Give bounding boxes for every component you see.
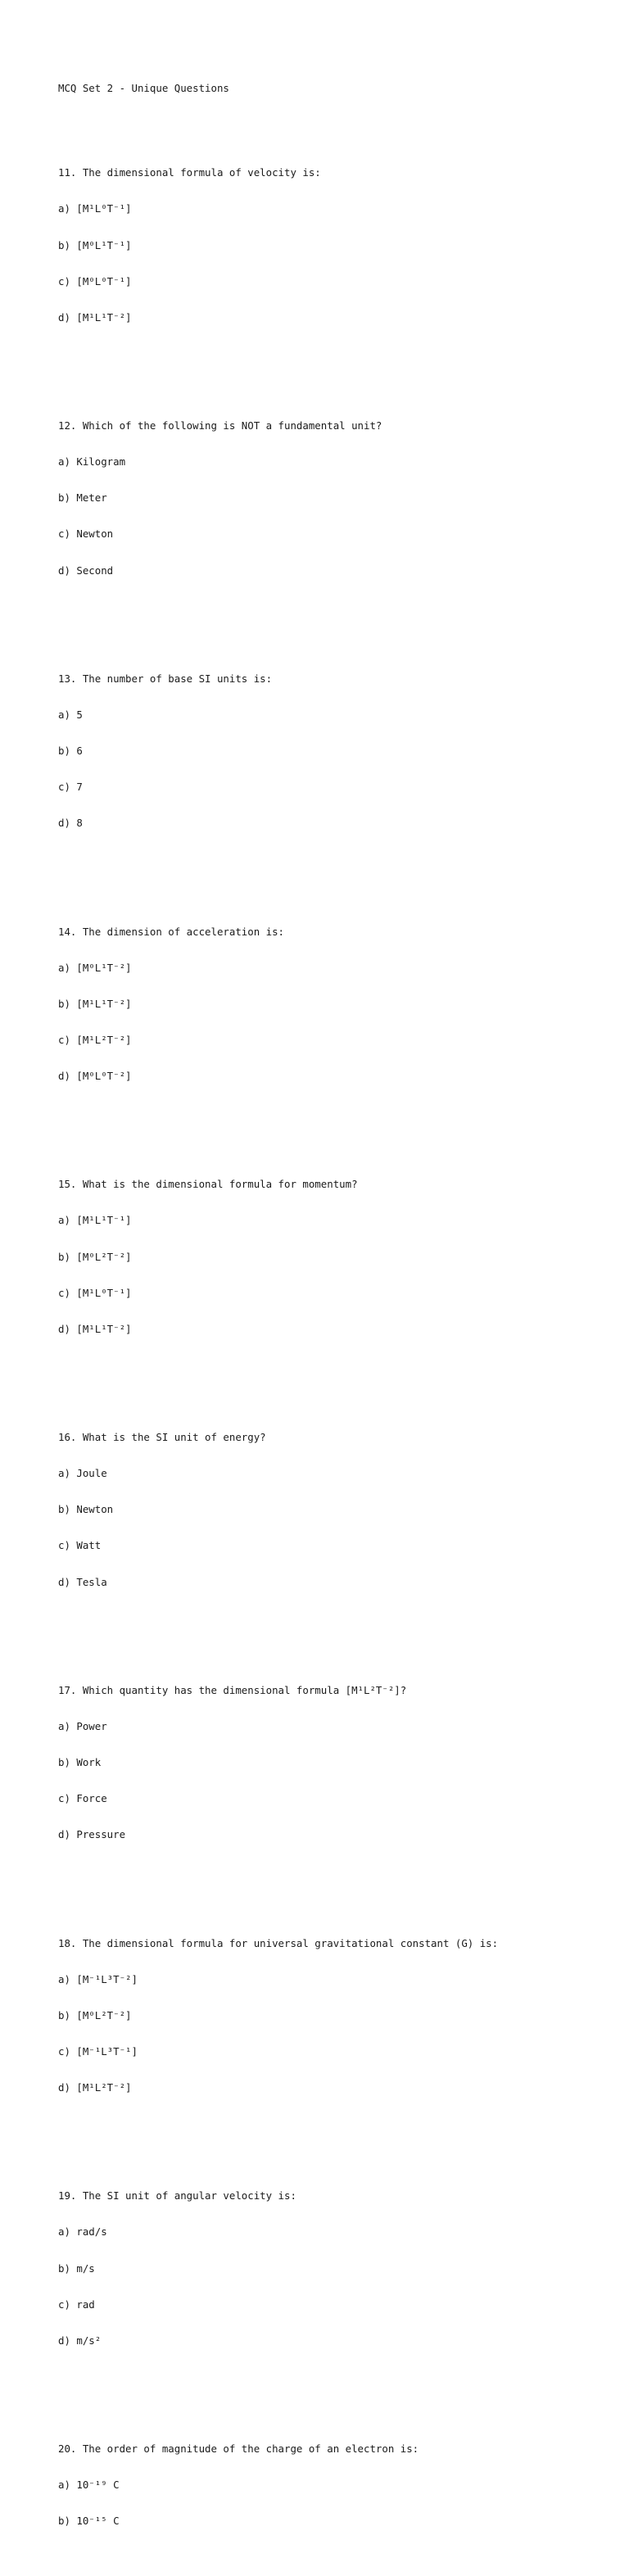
option-b: b) [M¹L¹T⁻²] [58, 997, 132, 1010]
option-b: b) [M⁰L¹T⁻¹] [58, 238, 132, 251]
option-c: c) Watt [58, 1539, 102, 1552]
option-c: c) [M¹L⁰T⁻¹] [58, 1286, 132, 1299]
option-d: d) Pressure [58, 1828, 126, 1841]
option-a: a) [M⁻¹L³T⁻²] [58, 1972, 138, 1985]
question-17 [58, 1660, 498, 1865]
question-text: 14. The dimension of acceleration is: [58, 925, 285, 938]
question-20 [58, 2420, 498, 2552]
question-19 [58, 2166, 498, 2371]
option-d: d) Second [58, 564, 114, 577]
question-text: 18. The dimensional formula for universal gravitational constant (G) is: [58, 1936, 499, 1949]
option-b: b) [M⁰L²T⁻²] [58, 2008, 132, 2021]
option-c: c) rad [58, 2298, 95, 2311]
option-a: a) rad/s [58, 2225, 107, 2239]
option-d: d) [M¹L¹T⁻²] [58, 310, 132, 324]
question-16 [58, 1408, 498, 1613]
question-text: 11. The dimensional formula of velocity is: [58, 166, 321, 179]
option-c: c) [M⁰L⁰T⁻¹] [58, 274, 132, 287]
question-15 [58, 1155, 498, 1360]
option-b: b) Meter [58, 491, 107, 505]
question-14 [58, 902, 498, 1107]
option-c: c) [M¹L²T⁻²] [58, 1033, 132, 1046]
page-title: MCQ Set 2 - Unique Questions [58, 82, 229, 95]
option-b: b) 6 [58, 745, 83, 758]
question-text: 16. What is the SI unit of energy? [58, 1431, 266, 1444]
option-c: c) [M⁻¹L³T⁻¹] [58, 2044, 138, 2058]
option-d: d) [M⁰L⁰T⁻²] [58, 1070, 132, 1082]
question-text: 12. Which of the following is NOT a fundamental unit? [58, 419, 382, 432]
option-a: a) 5 [58, 708, 83, 721]
option-a: a) Power [58, 1719, 107, 1732]
question-text: 17. Which quantity has the dimensional formula [M¹L²T⁻²]? [58, 1683, 407, 1696]
option-a: a) Joule [58, 1467, 107, 1480]
option-b: b) [M⁰L²T⁻²] [58, 1250, 132, 1263]
question-11 [58, 143, 498, 348]
option-c: c) 7 [58, 781, 83, 794]
option-c: c) Newton [58, 527, 114, 541]
option-d: d) 8 [58, 817, 83, 830]
option-b: b) Work [58, 1756, 102, 1769]
option-b: b) m/s [58, 2261, 95, 2275]
option-d: d) [M¹L²T⁻²] [58, 2081, 132, 2094]
option-a: a) 10⁻¹⁹ C [58, 2479, 120, 2492]
question-text: 19. The SI unit of angular velocity is: [58, 2189, 296, 2203]
option-d: d) m/s² [58, 2334, 102, 2347]
question-18 [58, 1913, 498, 2118]
option-b: b) 10⁻¹⁵ C [58, 2515, 120, 2528]
document-page [58, 59, 498, 2576]
option-a: a) [M¹L¹T⁻¹] [58, 1214, 132, 1227]
option-a: a) [M¹L⁰T⁻¹] [58, 202, 132, 215]
question-text: 15. What is the dimensional formula for momentum? [58, 1178, 358, 1191]
option-a: a) Kilogram [58, 455, 126, 469]
option-b: b) Newton [58, 1503, 114, 1516]
option-a: a) [M⁰L¹T⁻²] [58, 961, 132, 974]
option-d: d) [M¹L¹T⁻²] [58, 1322, 132, 1335]
question-text: 13. The number of base SI units is: [58, 672, 273, 685]
question-12 [58, 396, 498, 601]
option-c: c) Force [58, 1792, 107, 1805]
option-d: d) Tesla [58, 1575, 107, 1588]
question-text: 20. The order of magnitude of the charge of an electron is: [58, 2442, 419, 2456]
question-13 [58, 649, 498, 853]
